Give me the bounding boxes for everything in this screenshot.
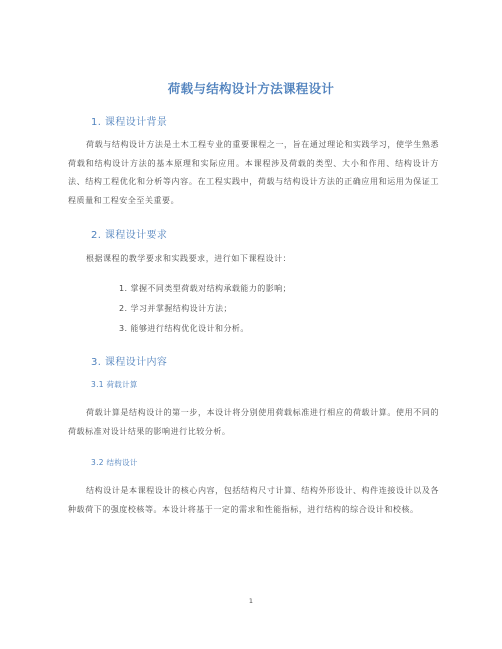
section-1-paragraph: 荷载与结构设计方法是土木工程专业的重要课程之一，旨在通过理论和实践学习，使学生熟悉荷载和结构设计方法的基本原理和实际应用。本课程涉及荷载的类型、大小和作用、结构设计方法、结构工程优化和分析等内容。在工程实践中，荷载与结构设计方法的正确应用和运用为保证工程质量和工程安全至关重要。 <box>68 140 439 205</box>
subsection-3-1-heading: 3.1 荷载计算 <box>91 380 138 389</box>
subsection-3-1-paragraph: 荷载计算是结构设计的第一步，本设计将分别使用荷载标准进行相应的荷载计算。使用不同的荷载标准对设计结果的影响进行比较分析。 <box>68 408 439 436</box>
subsection-3-2-heading: 3.2 结构设计 <box>91 458 138 467</box>
subsection-3-2-paragraph: 结构设计是本课程设计的核心内容，包括结构尺寸计算、结构外形设计、构件连接设计以及各种载荷下的强度校核等。本设计将基于一定的需求和性能指标，进行结构的综合设计和校核。 <box>68 486 439 514</box>
section-1-heading: 1. 课程设计背景 <box>91 117 168 128</box>
page-number: 1 <box>248 597 254 605</box>
list-item-2: 2. 学习并掌握结构设计方法； <box>119 304 232 313</box>
document-title: 荷载与结构设计方法课程设计 <box>167 81 335 96</box>
list-item-1: 1. 掌握不同类型荷载对结构承载能力的影响； <box>119 284 292 293</box>
section-3-heading: 3. 课程设计内容 <box>91 357 168 368</box>
section-2-heading: 2. 课程设计要求 <box>91 230 168 241</box>
list-item-3: 3. 能够进行结构优化设计和分析。 <box>119 324 249 333</box>
section-2-paragraph: 根据课程的教学要求和实践要求，进行如下课程设计： <box>86 254 292 263</box>
